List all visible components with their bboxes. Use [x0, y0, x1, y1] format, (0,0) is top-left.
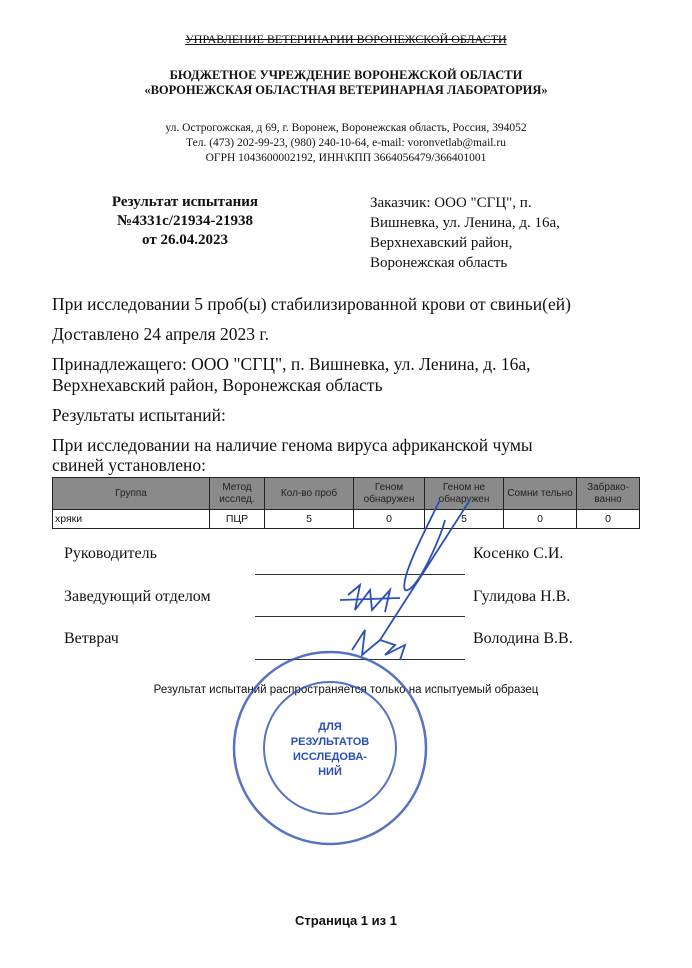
cell-doubtful: 0 [504, 510, 577, 529]
result-title: Результат испытания [111, 194, 259, 210]
body-line1: При исследовании 5 проб(ы) стабилизированной крови от свиньи(ей) [52, 294, 571, 314]
signature-name: Володина В.В. [473, 630, 573, 647]
cell-detected: 0 [354, 510, 425, 529]
header-cell: Геном обнаружен [354, 478, 425, 510]
body-line7: свиней установлено: [52, 455, 207, 475]
body-line4: Верхнехавский район, Воронежская область [52, 375, 383, 395]
page-number: Страница 1 из 1 [295, 913, 397, 928]
signature-name: Косенко С.И. [473, 545, 564, 562]
signature-role: Заведующий отделом [64, 588, 211, 605]
org-ids: ОГРН 1043600002192, ИНН\КПП 3664056479/366401001 [205, 152, 487, 164]
header-cell: Метод исслед. [210, 478, 265, 510]
stamp [234, 652, 426, 844]
org-address: ул. Острогожская, д 69, г. Воронеж, Воронежская область, Россия, 394052 [165, 122, 527, 134]
cell-not-detected: 5 [425, 510, 504, 529]
cell-samples: 5 [265, 510, 354, 529]
svg-text:ИССЛЕДОВА-: ИССЛЕДОВА- [293, 751, 367, 763]
svg-text:НИЙ: НИЙ [318, 766, 342, 778]
org-contacts: Тел. (473) 202-99-23, (980) 240-10-64, e-mail: voronvetlab@mail.ru [186, 137, 506, 149]
signature-marks [340, 500, 470, 660]
customer-line: Заказчик: ООО "СГЦ", п. [370, 195, 532, 211]
body-line2: Доставлено 24 апреля 2023 г. [52, 324, 269, 344]
result-date: от 26.04.2023 [142, 232, 228, 248]
svg-text:ДЛЯ: ДЛЯ [318, 721, 342, 733]
header-cell: Группа [53, 478, 210, 510]
customer-line: Вишневка, ул. Ленина, д. 16а, [370, 215, 560, 231]
signature-role: Руководитель [64, 545, 157, 562]
result-number: №4331с/21934-21938 [117, 213, 253, 229]
svg-text:РЕЗУЛЬТАТОВ: РЕЗУЛЬТАТОВ [290, 736, 370, 748]
header-cell: Геном не обнаружен [425, 478, 504, 510]
footer-note: Результат испытаний распространяется только на испытуемый образец [153, 684, 539, 696]
header-cell: Сомни тельно [504, 478, 577, 510]
body-line5: Результаты испытаний: [52, 405, 226, 425]
customer-line: Верхнехавский район, [370, 235, 513, 251]
header-cell: Забрако-ванно [577, 478, 640, 510]
signature-role: Ветврач [64, 630, 119, 647]
cell-rejected: 0 [577, 510, 640, 529]
cell-group: хряки [53, 510, 210, 529]
body-line6: При исследовании на наличие генома вируса африканской чумы [52, 435, 533, 455]
signature-name: Гулидова Н.В. [473, 588, 571, 605]
customer-line: Воронежская область [370, 255, 508, 271]
ministry-header: УПРАВЛЕНИЕ ВЕТЕРИНАРИИ ВОРОНЕЖСКОЙ ОБЛАСТИ [185, 32, 507, 46]
header-cell: Кол-во проб [265, 478, 354, 510]
org-name-line1: БЮДЖЕТНОЕ УЧРЕЖДЕНИЕ ВОРОНЕЖСКОЙ ОБЛАСТИ [169, 68, 523, 82]
cell-method: ПЦР [210, 510, 265, 529]
body-line3: Принадлежащего: ООО "СГЦ", п. Вишневка, ул. Ленина, д. 16а, [52, 354, 531, 374]
org-name-line2: «ВОРОНЕЖСКАЯ ОБЛАСТНАЯ ВЕТЕРИНАРНАЯ ЛАБОРАТОРИЯ» [144, 83, 548, 97]
